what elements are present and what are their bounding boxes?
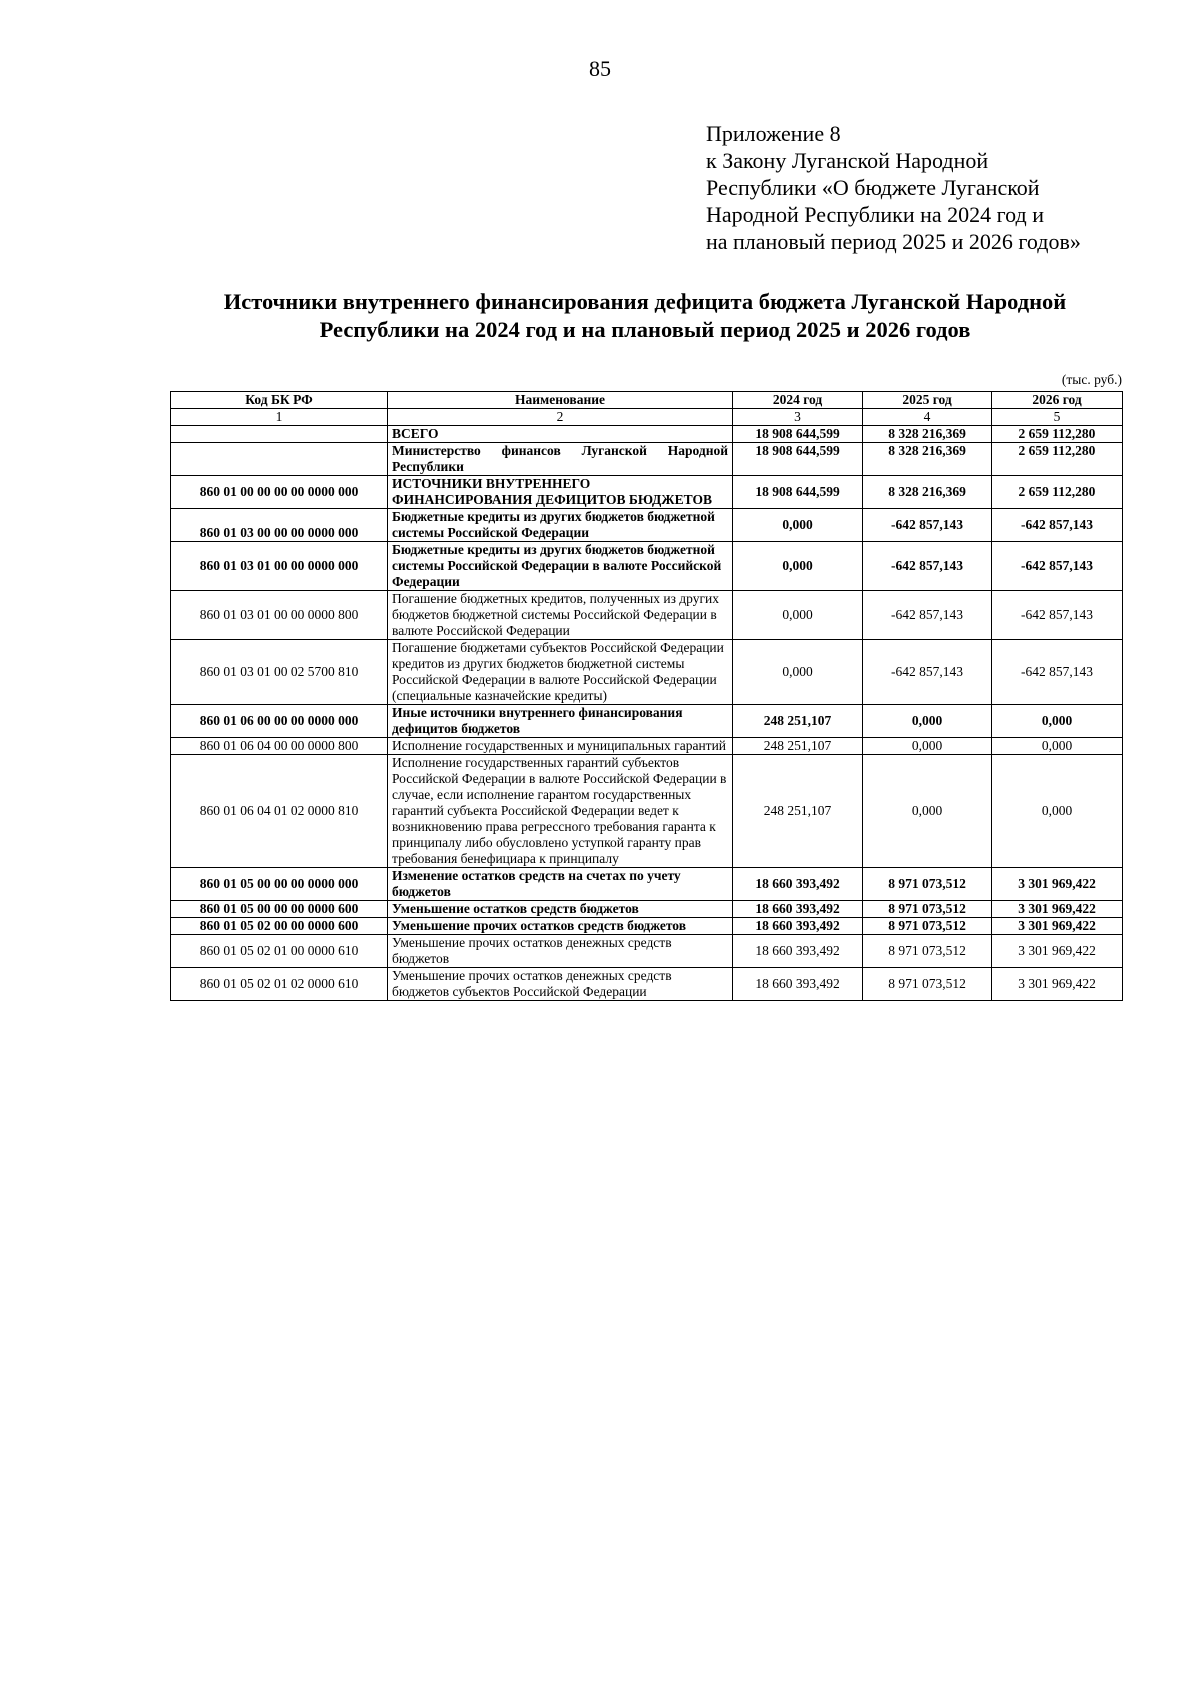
table-row — [171, 755, 1123, 868]
value-2024: 0,000 — [733, 591, 863, 640]
value-2024: 0,000 — [733, 509, 863, 542]
row-code: 860 01 03 01 00 00 0000 800 — [171, 591, 388, 640]
row-code — [171, 443, 388, 476]
value-2025: 8 971 073,512 — [863, 935, 992, 968]
appendix-line: Народной Республики на 2024 год и — [706, 202, 1044, 227]
row-name: Иные источники внутреннего финансирования дефицитов бюджетов — [388, 705, 733, 738]
table-header-row — [171, 392, 1123, 409]
value-2025: 8 328 216,369 — [863, 426, 992, 443]
value-2026: 3 301 969,422 — [992, 935, 1123, 968]
value-2025: 8 971 073,512 — [863, 968, 992, 1001]
row-name: Уменьшение прочих остатков денежных средств бюджетов — [388, 935, 733, 968]
row-code: 860 01 05 02 00 00 0000 600 — [171, 918, 388, 935]
row-name: Бюджетные кредиты из других бюджетов бюджетной системы Российской Федерации в валюте Российской Федерации — [388, 542, 733, 591]
row-name: Уменьшение остатков средств бюджетов — [388, 901, 733, 918]
value-2025: 0,000 — [863, 755, 992, 868]
value-2025: 8 328 216,369 — [863, 443, 992, 476]
row-name: Изменение остатков средств на счетах по учету бюджетов — [388, 868, 733, 901]
table-row — [171, 640, 1123, 705]
document-title-line: Республики на 2024 год и на плановый период 2025 и 2026 годов — [319, 317, 971, 342]
column-number: 4 — [863, 409, 992, 426]
value-2025: 0,000 — [863, 705, 992, 738]
appendix-block — [706, 120, 1081, 255]
appendix-line: на плановый период 2025 и 2026 годов» — [706, 229, 1081, 254]
table-row — [171, 426, 1123, 443]
value-2025: -642 857,143 — [863, 591, 992, 640]
value-2026: -642 857,143 — [992, 591, 1123, 640]
column-number: 1 — [171, 409, 388, 426]
table-row — [171, 935, 1123, 968]
row-name: Уменьшение прочих остатков денежных средств бюджетов субъектов Российской Федерации — [388, 968, 733, 1001]
value-2025: 8 971 073,512 — [863, 901, 992, 918]
value-2024: 0,000 — [733, 542, 863, 591]
row-code: 860 01 05 00 00 00 0000 600 — [171, 901, 388, 918]
value-2026: 3 301 969,422 — [992, 901, 1123, 918]
page-number: 85 — [589, 56, 611, 81]
table-row — [171, 968, 1123, 1001]
value-2024: 18 660 393,492 — [733, 935, 863, 968]
row-name: Исполнение государственных и муниципальных гарантий — [388, 738, 733, 755]
value-2026: 3 301 969,422 — [992, 918, 1123, 935]
table-row — [171, 918, 1123, 935]
value-2024: 18 660 393,492 — [733, 918, 863, 935]
row-code: 860 01 06 00 00 00 0000 000 — [171, 705, 388, 738]
column-number: 5 — [992, 409, 1123, 426]
row-name: Уменьшение прочих остатков средств бюджетов — [388, 918, 733, 935]
table-row — [171, 868, 1123, 901]
row-code: 860 01 05 02 01 02 0000 610 — [171, 968, 388, 1001]
value-2024: 18 908 644,599 — [733, 426, 863, 443]
column-number: 2 — [388, 409, 733, 426]
value-2026: 3 301 969,422 — [992, 968, 1123, 1001]
value-2024: 18 660 393,492 — [733, 868, 863, 901]
value-2024: 18 908 644,599 — [733, 443, 863, 476]
value-2025: 8 971 073,512 — [863, 918, 992, 935]
row-code: 860 01 03 01 00 00 0000 000 — [171, 542, 388, 591]
row-code: 860 01 05 00 00 00 0000 000 — [171, 868, 388, 901]
value-2025: 0,000 — [863, 738, 992, 755]
row-code: 860 01 06 04 00 00 0000 800 — [171, 738, 388, 755]
value-2026: 2 659 112,280 — [992, 476, 1123, 509]
value-2025: 8 971 073,512 — [863, 868, 992, 901]
document-title-line: Источники внутреннего финансирования дефицита бюджета Луганской Народной — [223, 289, 1067, 314]
header-code: Код БК РФ — [171, 392, 388, 409]
header-2024: 2024 год — [733, 392, 863, 409]
appendix-line: к Закону Луганской Народной — [706, 148, 989, 173]
value-2026: -642 857,143 — [992, 509, 1123, 542]
row-code: 860 01 03 01 00 02 5700 810 — [171, 640, 388, 705]
row-name: Погашение бюджетных кредитов, полученных из других бюджетов бюджетной системы Российской Федерации в валюте Российской Федерации — [388, 591, 733, 640]
value-2026: -642 857,143 — [992, 640, 1123, 705]
row-code: 860 01 06 04 01 02 0000 810 — [171, 755, 388, 868]
column-number-row — [171, 409, 1123, 426]
value-2026: 0,000 — [992, 755, 1123, 868]
value-2025: -642 857,143 — [863, 640, 992, 705]
value-2025: -642 857,143 — [863, 509, 992, 542]
table-row — [171, 443, 1123, 476]
row-code: 860 01 05 02 01 00 0000 610 — [171, 935, 388, 968]
value-2026: 2 659 112,280 — [992, 443, 1123, 476]
value-2024: 248 251,107 — [733, 755, 863, 868]
document-title — [150, 288, 1140, 344]
header-2025: 2025 год — [863, 392, 992, 409]
row-name: Погашение бюджетами субъектов Российской Федерации кредитов из других бюджетов бюджетной системы Российской Федерации в валюте Российской Федерации (специальные казначейские кредиты) — [388, 640, 733, 705]
header-2026: 2026 год — [992, 392, 1123, 409]
row-name: Бюджетные кредиты из других бюджетов бюджетной системы Российской Федерации — [388, 509, 733, 542]
table-row — [171, 476, 1123, 509]
budget-sources-table — [170, 391, 1123, 1001]
value-2024: 0,000 — [733, 640, 863, 705]
value-2026: 0,000 — [992, 738, 1123, 755]
value-2026: -642 857,143 — [992, 542, 1123, 591]
value-2026: 0,000 — [992, 705, 1123, 738]
row-code — [171, 426, 388, 443]
appendix-line: Приложение 8 — [706, 121, 841, 146]
table-row — [171, 901, 1123, 918]
table-row — [171, 705, 1123, 738]
row-name: ВСЕГО — [388, 426, 733, 443]
value-2024: 18 660 393,492 — [733, 901, 863, 918]
header-name: Наименование — [388, 392, 733, 409]
column-number: 3 — [733, 409, 863, 426]
value-2025: -642 857,143 — [863, 542, 992, 591]
unit-note: (тыс. руб.) — [1061, 372, 1122, 387]
value-2024: 248 251,107 — [733, 738, 863, 755]
table-row — [171, 542, 1123, 591]
row-name: Министерство финансов Луганской Народной Республики — [388, 443, 733, 476]
row-code: 860 01 03 00 00 00 0000 000 — [171, 509, 388, 542]
appendix-line: Республики «О бюджете Луганской — [706, 175, 1040, 200]
value-2024: 18 908 644,599 — [733, 476, 863, 509]
table-row — [171, 738, 1123, 755]
row-code: 860 01 00 00 00 00 0000 000 — [171, 476, 388, 509]
row-name: ИСТОЧНИКИ ВНУТРЕННЕГО ФИНАНСИРОВАНИЯ ДЕФИЦИТОВ БЮДЖЕТОВ — [388, 476, 733, 509]
table-row — [171, 591, 1123, 640]
table-row — [171, 509, 1123, 542]
value-2025: 8 328 216,369 — [863, 476, 992, 509]
value-2026: 3 301 969,422 — [992, 868, 1123, 901]
value-2024: 248 251,107 — [733, 705, 863, 738]
row-name: Исполнение государственных гарантий субъектов Российской Федерации в валюте Российской Федерации в случае, если исполнение гарантом государственных гарантий субъекта Российской Федерации ведет к возникновению права регрессного требования гаранта к принципалу либо обусловлено уступкой гаранту прав требования бенефициара к принципалу — [388, 755, 733, 868]
value-2024: 18 660 393,492 — [733, 968, 863, 1001]
value-2026: 2 659 112,280 — [992, 426, 1123, 443]
